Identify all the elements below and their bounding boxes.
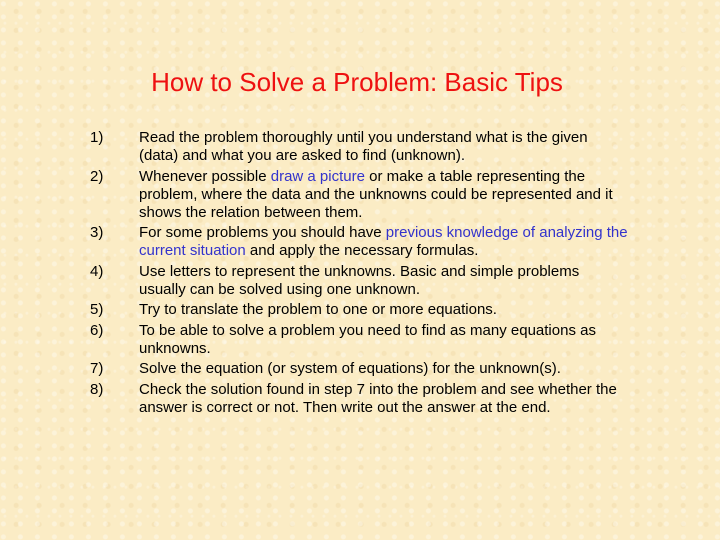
- list-item-number: 7): [90, 360, 104, 377]
- text-segment: Whenever possible: [139, 167, 271, 185]
- list-item-number: 2): [90, 167, 104, 185]
- list-item-text: [139, 322, 630, 358]
- highlighted-phrase: previous knowledge of analyzing the current situation: [139, 224, 628, 259]
- list-item: [90, 360, 630, 378]
- text-segment: or make a table representing the problem, where the data and the unknowns could be represented and it shows the relation between them.: [139, 167, 613, 221]
- list-item-text: [139, 224, 630, 260]
- slide-title: How to Solve a Problem: Basic Tips: [151, 67, 563, 97]
- list-item: [90, 168, 630, 222]
- list-item: [90, 224, 630, 260]
- list-item-number: 6): [90, 321, 104, 339]
- list-item-text: [139, 168, 630, 222]
- list-item-number: 8): [90, 380, 104, 398]
- text-segment: and apply the necessary formulas.: [245, 242, 479, 259]
- list-item-number: 1): [90, 129, 104, 146]
- list-item: [90, 301, 630, 319]
- list-item-number: 4): [90, 262, 104, 280]
- tips-list: [90, 129, 630, 419]
- text-segment: Use letters to represent the unknowns. Basic and simple problems usually can be solved using one unknown.: [139, 262, 580, 298]
- text-segment: Check the solution found in step 7 into the problem and see whether the answer is correct or not. Then write out the answer at the end.: [139, 380, 617, 416]
- list-item: [90, 381, 630, 417]
- list-item-text: [139, 301, 630, 319]
- list-item: [90, 129, 630, 165]
- list-item-number: 5): [90, 301, 104, 318]
- list-item: [90, 263, 630, 299]
- list-item: [90, 322, 630, 358]
- list-item-text: [139, 360, 630, 378]
- list-item-text: [139, 381, 630, 417]
- text-segment: For some problems you should have: [139, 224, 386, 241]
- text-segment: To be able to solve a problem you need to find as many equations as unknowns.: [139, 321, 596, 357]
- list-item-text: [139, 263, 630, 299]
- text-segment: Try to translate the problem to one or more equations.: [139, 301, 497, 318]
- text-segment: Solve the equation (or system of equations) for the unknown(s).: [139, 360, 561, 377]
- list-item-text: [139, 129, 630, 165]
- text-segment: Read the problem thoroughly until you understand what is the given (data) and what you are asked to find (unknown).: [139, 129, 588, 164]
- list-item-number: 3): [90, 224, 104, 241]
- highlighted-phrase: draw a picture: [270, 167, 365, 185]
